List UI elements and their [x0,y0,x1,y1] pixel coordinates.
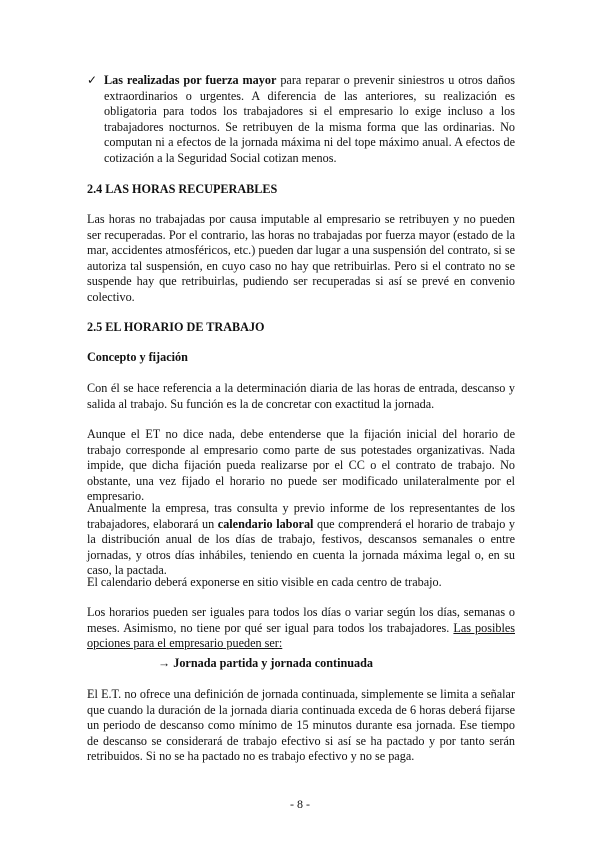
subheading-concepto: Concepto y fijación [87,350,188,364]
bullet-paragraph [104,73,515,167]
option-label: Jornada partida y jornada continuada [173,656,374,670]
bullet-fuerza-mayor [87,73,515,167]
option-heading [87,656,515,672]
horarios-underlined: Las posibles opciones para el empresario pueden ser: [87,620,515,651]
page-number: - 8 - [290,797,310,811]
paragraph-fijacion: Aunque el ET no dice nada, debe entenderse que la fijación inicial del horario de trabajo corresponde al empresario como parte de sus potestades organizativas. Nada impide, que dicha fijación pueda realizarse por el CC o el contrato de trabajo. No obstante, una vez fijado el horario no puede ser modificado unilateralmente por el empresario. [87,427,515,504]
paragraph-exposicion: El calendario deberá exponerse en sitio visible en cada centro de trabajo. [87,575,442,589]
horarios-text: Los horarios pueden ser iguales para todos los días o variar según los días, semanas o meses. Asimismo, no tiene por qué ser igual para todos los trabajadores. [87,605,515,635]
arrow-right-icon: → [158,656,171,670]
bullet-bold-lead: Las realizadas por fuerza mayor [104,73,277,87]
paragraph-horas-recuperables: Las horas no trabajadas por causa imputable al empresario se retribuyen y no pueden ser recuperadas. Por el contrario, las horas no trabajadas por fuerza mayor (estado de la mar, accidentes atmosféricos, etc.) pueden dar lugar a una suspensión del contrato, si se autoriza tal suspensión, en cuyo caso no hay que retribuirlas. Pero si el contrato no se suspende hay que retribuirlas, pudiendo ser recuperadas si así se prevé en convenio colectivo. [87,212,515,304]
paragraph-jornada-continuada: El E.T. no ofrece una definición de jornada continuada, simplemente se limita a señalar que cuando la duración de la jornada diaria continuada exceda de 6 horas deberá fijarse un periodo de descanso como mínimo de 15 minutos durante esa jornada. Ese tiempo de descanso se considerará de trabajo efectivo si así se ha pactado y por tanto serán retribuidos. Si no se ha pactado no es trabajo efectivo y no se paga. [87,687,515,764]
bullet-text: para reparar o prevenir siniestros u otros daños extraordinarios o urgentes. A diferencia de las anteriores, su realización es obligatoria para todos los trabajadores si el empresario lo exige incluso a los trabajadores nocturnos. Se retribuyen de la misma forma que las ordinarias. No computan ni a efectos de la jornada máxima ni del tope máximo anual. A efectos de cotización a la Seguridad Social cotizan menos. [104,73,515,165]
paragraph-horarios [87,605,515,652]
paragraph-calendario [87,501,515,579]
paragraph-concepto: Con él se hace referencia a la determinación diaria de las horas de entrada, descanso y salida al trabajo. Su función es la de concretar con exactitud la jornada. [87,381,515,411]
heading-2-4: 2.4 LAS HORAS RECUPERABLES [87,182,278,196]
calendario-bold: calendario laboral [217,516,314,531]
calendario-text-b: que comprenderá el horario de trabajo y la distribución anual de los días de trabajo, festivos, descansos semanales o entre jornadas, y otros días inhábiles, teniendo en cuenta la jornada máxima legal o, en su caso, la pactada. [87,516,515,578]
checkmark-icon: ✓ [87,73,98,87]
heading-2-5: 2.5 EL HORARIO DE TRABAJO [87,320,265,334]
calendario-text-a: Anualmente la empresa, tras consulta y previo informe de los representantes de los trabajadores, elaborará un [87,501,515,531]
